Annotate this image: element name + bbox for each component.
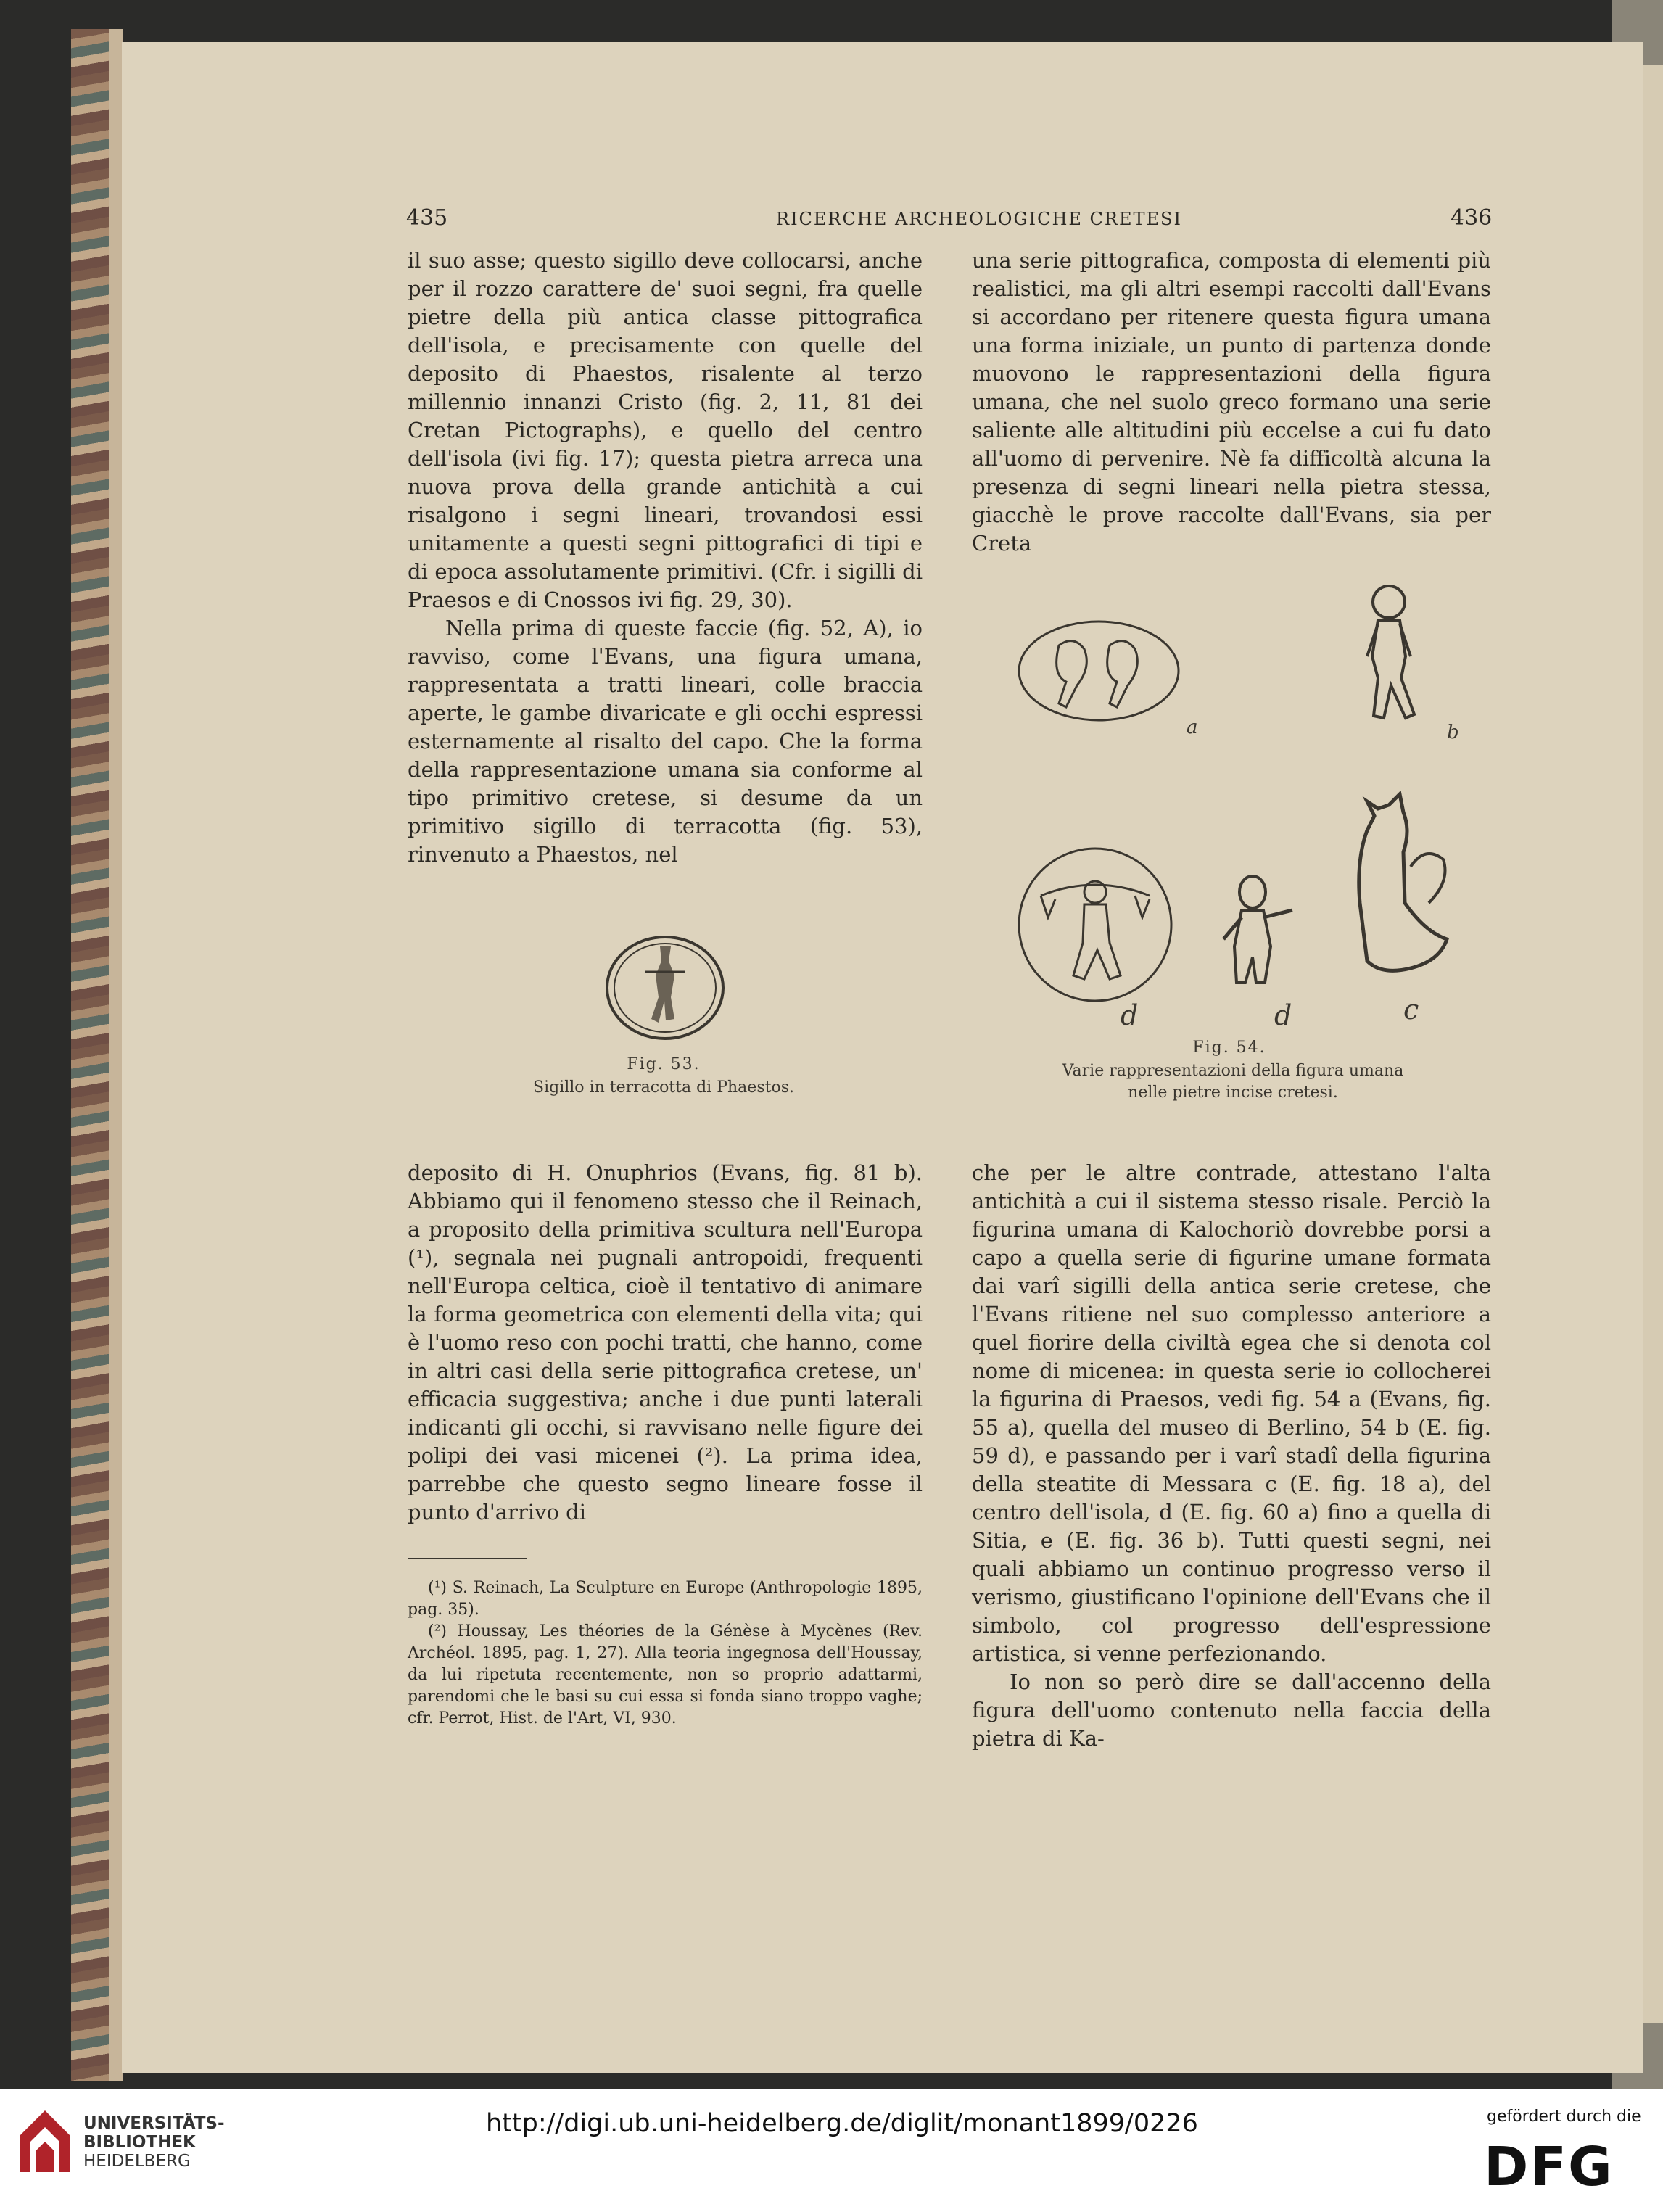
figurine-b-illustration — [1349, 577, 1429, 729]
fig53-caption: Sigillo in terracotta di Phaestos. — [533, 1078, 794, 1097]
fig54-caption-line2: nelle pietre incise cretesi. — [1128, 1084, 1338, 1102]
left-column-bottom — [408, 1159, 923, 1527]
paragraph: che per le altre contrade, attestano l'alta antichità a cui il sistema stesso risale. Perciò la figurina umana di Kalochoriò dovrebbe porsi a capo a quella serie di figurine umane formata dai varî sigilli della antica serie cretese, che l'Evans ritiene nel suo complesso anteriore a quel fiorire della civiltà egea che si denota col nome di micenea: in questa serie io collocherei la figurina di Praesos, vedi fig. 54 a (Evans, fig. 55 a), quella del museo di Berlino, 54 b (E. fig. 59 d), e passando per i varî stadî della figurina della steatite di Messara c (E. fig. 18 a), del centro dell'isola, d (E. fig. 60 a) fino a quella di Sitia, e (E. fig. 36 b). Tutti questi segni, nei quali abbiamo un continuo progresso verso il verismo, giustificano l'opinione dell'Evans che il simbolo, col progresso dell'espressione artistica, si venne perfezionando. — [972, 1160, 1491, 1666]
fig53-label: Fig. 53. — [627, 1055, 701, 1073]
funding-label: gefördert durch die — [1487, 2108, 1641, 2126]
seal-a-illustration — [1015, 616, 1182, 725]
footnotes — [408, 1577, 923, 1730]
fig54-caption-line1: Varie rappresentazioni della figura umana — [1062, 1062, 1404, 1080]
running-title: RICERCHE ARCHEOLOGICHE CRETESI — [776, 209, 1182, 229]
left-column-top — [408, 247, 923, 869]
fig54-letter-a: a — [1187, 717, 1198, 738]
right-column-bottom — [972, 1159, 1491, 1753]
fig54-letter-b: b — [1447, 722, 1459, 743]
library-line-2: BIBLIOTHEK — [83, 2133, 196, 2152]
right-column-top — [972, 247, 1491, 558]
paragraph: il suo asse; questo sigillo deve collocarsi, anche per il rozzo carattere de' suoi segni, fra quelle pietre della più antica classe pittografica dell'isola, e precisamente con quelle del deposito di Phaestos, risalente al terzo millennio innanzi Cristo (fig. 2, 11, 81 dei Cretan Pictographs), e quello del centro dell'isola (ivi fig. 17); questa pietra arreca una nuova prova della grande antichità a cui risalgono i segni lineari, trovandosi essi unitamente a questi segni pittografici di tipi e di epoca assolutamente primitivi. (Cfr. i sigilli di Praesos e di Cnossos ivi fig. 29, 30). — [408, 248, 923, 612]
library-line-1: UNIVERSITÄTS- — [83, 2114, 225, 2133]
steatite-c-illustration — [1345, 787, 1461, 997]
fig54-label: Fig. 54. — [1192, 1039, 1266, 1057]
terracotta-seal-illustration — [602, 932, 729, 1044]
paragraph: Nella prima di queste faccie (fig. 52, A), io ravviso, come l'Evans, una figura umana, rappresentata a tratti lineari, colle braccia aperte, le gambe divaricate e gli occhi espressi esternamente al risalto del capo. Che la forma della rappresentazione umana sia conforme al tipo primitivo cretese, si desume da un primitivo sigillo di terracotta (fig. 53), rinvenuto a Phaestos, nel — [408, 616, 923, 867]
dfg-logo: DFG — [1484, 2136, 1614, 2198]
right-page-number: 436 — [1451, 205, 1493, 231]
figurine-d-illustration — [1213, 867, 1300, 1004]
library-logo-icon — [16, 2107, 74, 2176]
fig54-letter-d1: d — [1121, 999, 1139, 1031]
paragraph: deposito di H. Onuphrios (Evans, fig. 81 b). Abbiamo qui il fenomeno stesso che il Reinach, a proposito della primitiva scultura nell'Europa (¹), segnala nei pugnali antropoidi, frequenti nell'Europa celtica, cioè il tentativo di animare la forma geometrica con elementi della vita; qui è l'uomo reso con pochi tratti, che hanno, come in altri casi della serie pittografica cretese, un' efficacia suggestiva; anche i due punti laterali indicanti gli occhi, si ravvisano nelle figure dei polipi dei vasi micenei (²). La prima idea, parrebbe che questo segno lineare fosse il punto d'arrivo di — [408, 1160, 923, 1524]
fig54-letter-d2: d — [1274, 999, 1292, 1031]
footnote-2: (²) Houssay, Les théories de la Génèse à Mycènes (Rev. Archéol. 1895, pag. 1, 27). Alla teoria ingegnosa dell'Houssay, da lui ripetuta recentemente, non so proprio adattarmi, parendomi che le basi su cui essa si fonda siano troppo vaghe; cfr. Perrot, Hist. de l'Art, VI, 930. — [408, 1622, 923, 1728]
paragraph: una serie pittografica, composta di elementi più realistici, ma gli altri esempi raccolti dall'Evans si accordano per ritenere questa figura umana una forma iniziale, un punto di partenza donde muovono le rappresentazioni della figura umana, che nel suolo greco formano una serie saliente alle altitudini più eccelse a cui fu dato all'uomo di pervenire. Nè fa difficoltà alcuna la presenza di segni lineari nella pietra stessa, giacchè le prove raccolte dall'Evans, sia per Creta — [972, 248, 1491, 556]
paragraph: Io non so però dire se dall'accenno della figura dell'uomo contenuto nella faccia della pietra di Ka- — [972, 1670, 1491, 1751]
footnote-rule — [408, 1558, 527, 1559]
fig54-letter-c: c — [1403, 994, 1419, 1025]
left-page-number: 435 — [406, 205, 448, 231]
marbled-endpaper — [71, 29, 115, 2081]
permalink-url[interactable]: http://digi.ub.uni-heidelberg.de/diglit/monant1899/0226 — [486, 2109, 1198, 2138]
footer-bar — [0, 2089, 1663, 2212]
seal-d-illustration — [1012, 845, 1179, 1004]
page-edge — [109, 29, 123, 2081]
footnote-1: (¹) S. Reinach, La Sculpture en Europe (Anthropologie 1895, pag. 35). — [408, 1579, 923, 1619]
library-line-3: HEIDELBERG — [83, 2152, 191, 2171]
library-name — [83, 2114, 225, 2171]
